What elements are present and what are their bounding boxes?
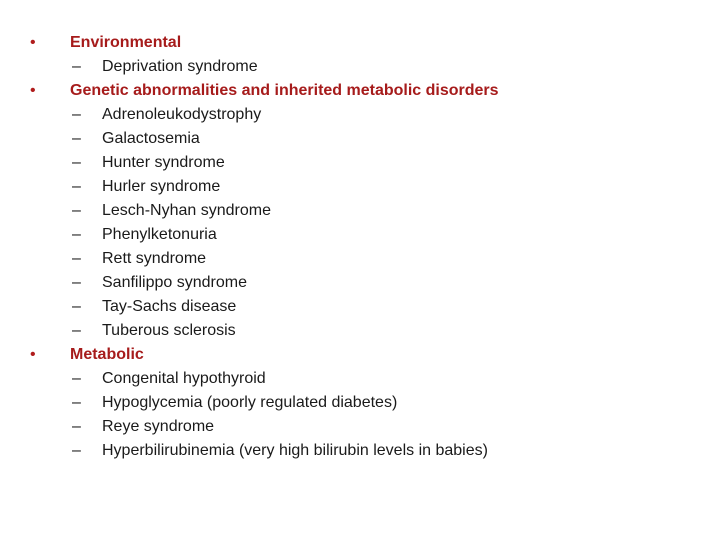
list-item-text: Reye syndrome <box>102 418 215 435</box>
dash-marker: – <box>72 154 81 171</box>
dash-marker: – <box>72 274 81 291</box>
dash-marker: – <box>72 370 81 387</box>
dash-marker: – <box>72 202 81 219</box>
list-item-text: Rett syndrome <box>102 250 207 267</box>
dash-marker: – <box>72 250 81 267</box>
list-item-text: Tay-Sachs disease <box>102 298 237 315</box>
bullet-marker: • <box>30 82 36 99</box>
list-item-text: Deprivation syndrome <box>102 58 258 75</box>
dash-marker: – <box>72 226 81 243</box>
list-item-text: Sanfilippo syndrome <box>102 274 247 291</box>
dash-marker: – <box>72 394 81 411</box>
list-item-text: Tuberous sclerosis <box>102 322 236 339</box>
dash-marker: – <box>72 178 81 195</box>
list-item-text: Congenital hypothyroid <box>102 370 266 387</box>
dash-marker: – <box>72 322 81 339</box>
list-item-text: Adrenoleukodystrophy <box>102 106 262 123</box>
list-item-text: Hypoglycemia (poorly regulated diabetes) <box>102 394 398 411</box>
section-heading-text: Genetic abnormalities and inherited metabolic disorders <box>70 82 499 99</box>
dash-marker: – <box>72 298 81 315</box>
bullet-marker: • <box>30 346 36 363</box>
dash-marker: – <box>72 442 81 459</box>
list-item-text: Hurler syndrome <box>102 178 221 195</box>
dash-marker: – <box>72 418 81 435</box>
list-item-text: Galactosemia <box>102 130 200 147</box>
list-item-text: Hyperbilirubinemia (very high bilirubin levels in babies) <box>102 442 488 459</box>
list-item-text: Lesch-Nyhan syndrome <box>102 202 271 219</box>
dash-marker: – <box>72 106 81 123</box>
section-heading-text: Metabolic <box>70 346 144 363</box>
section-heading-text: Environmental <box>70 34 182 51</box>
list-item-text: Hunter syndrome <box>102 154 225 171</box>
list-item-text: Phenylketonuria <box>102 226 217 243</box>
dash-marker: – <box>72 58 81 75</box>
bullet-marker: • <box>30 34 36 51</box>
dash-marker: – <box>72 130 81 147</box>
